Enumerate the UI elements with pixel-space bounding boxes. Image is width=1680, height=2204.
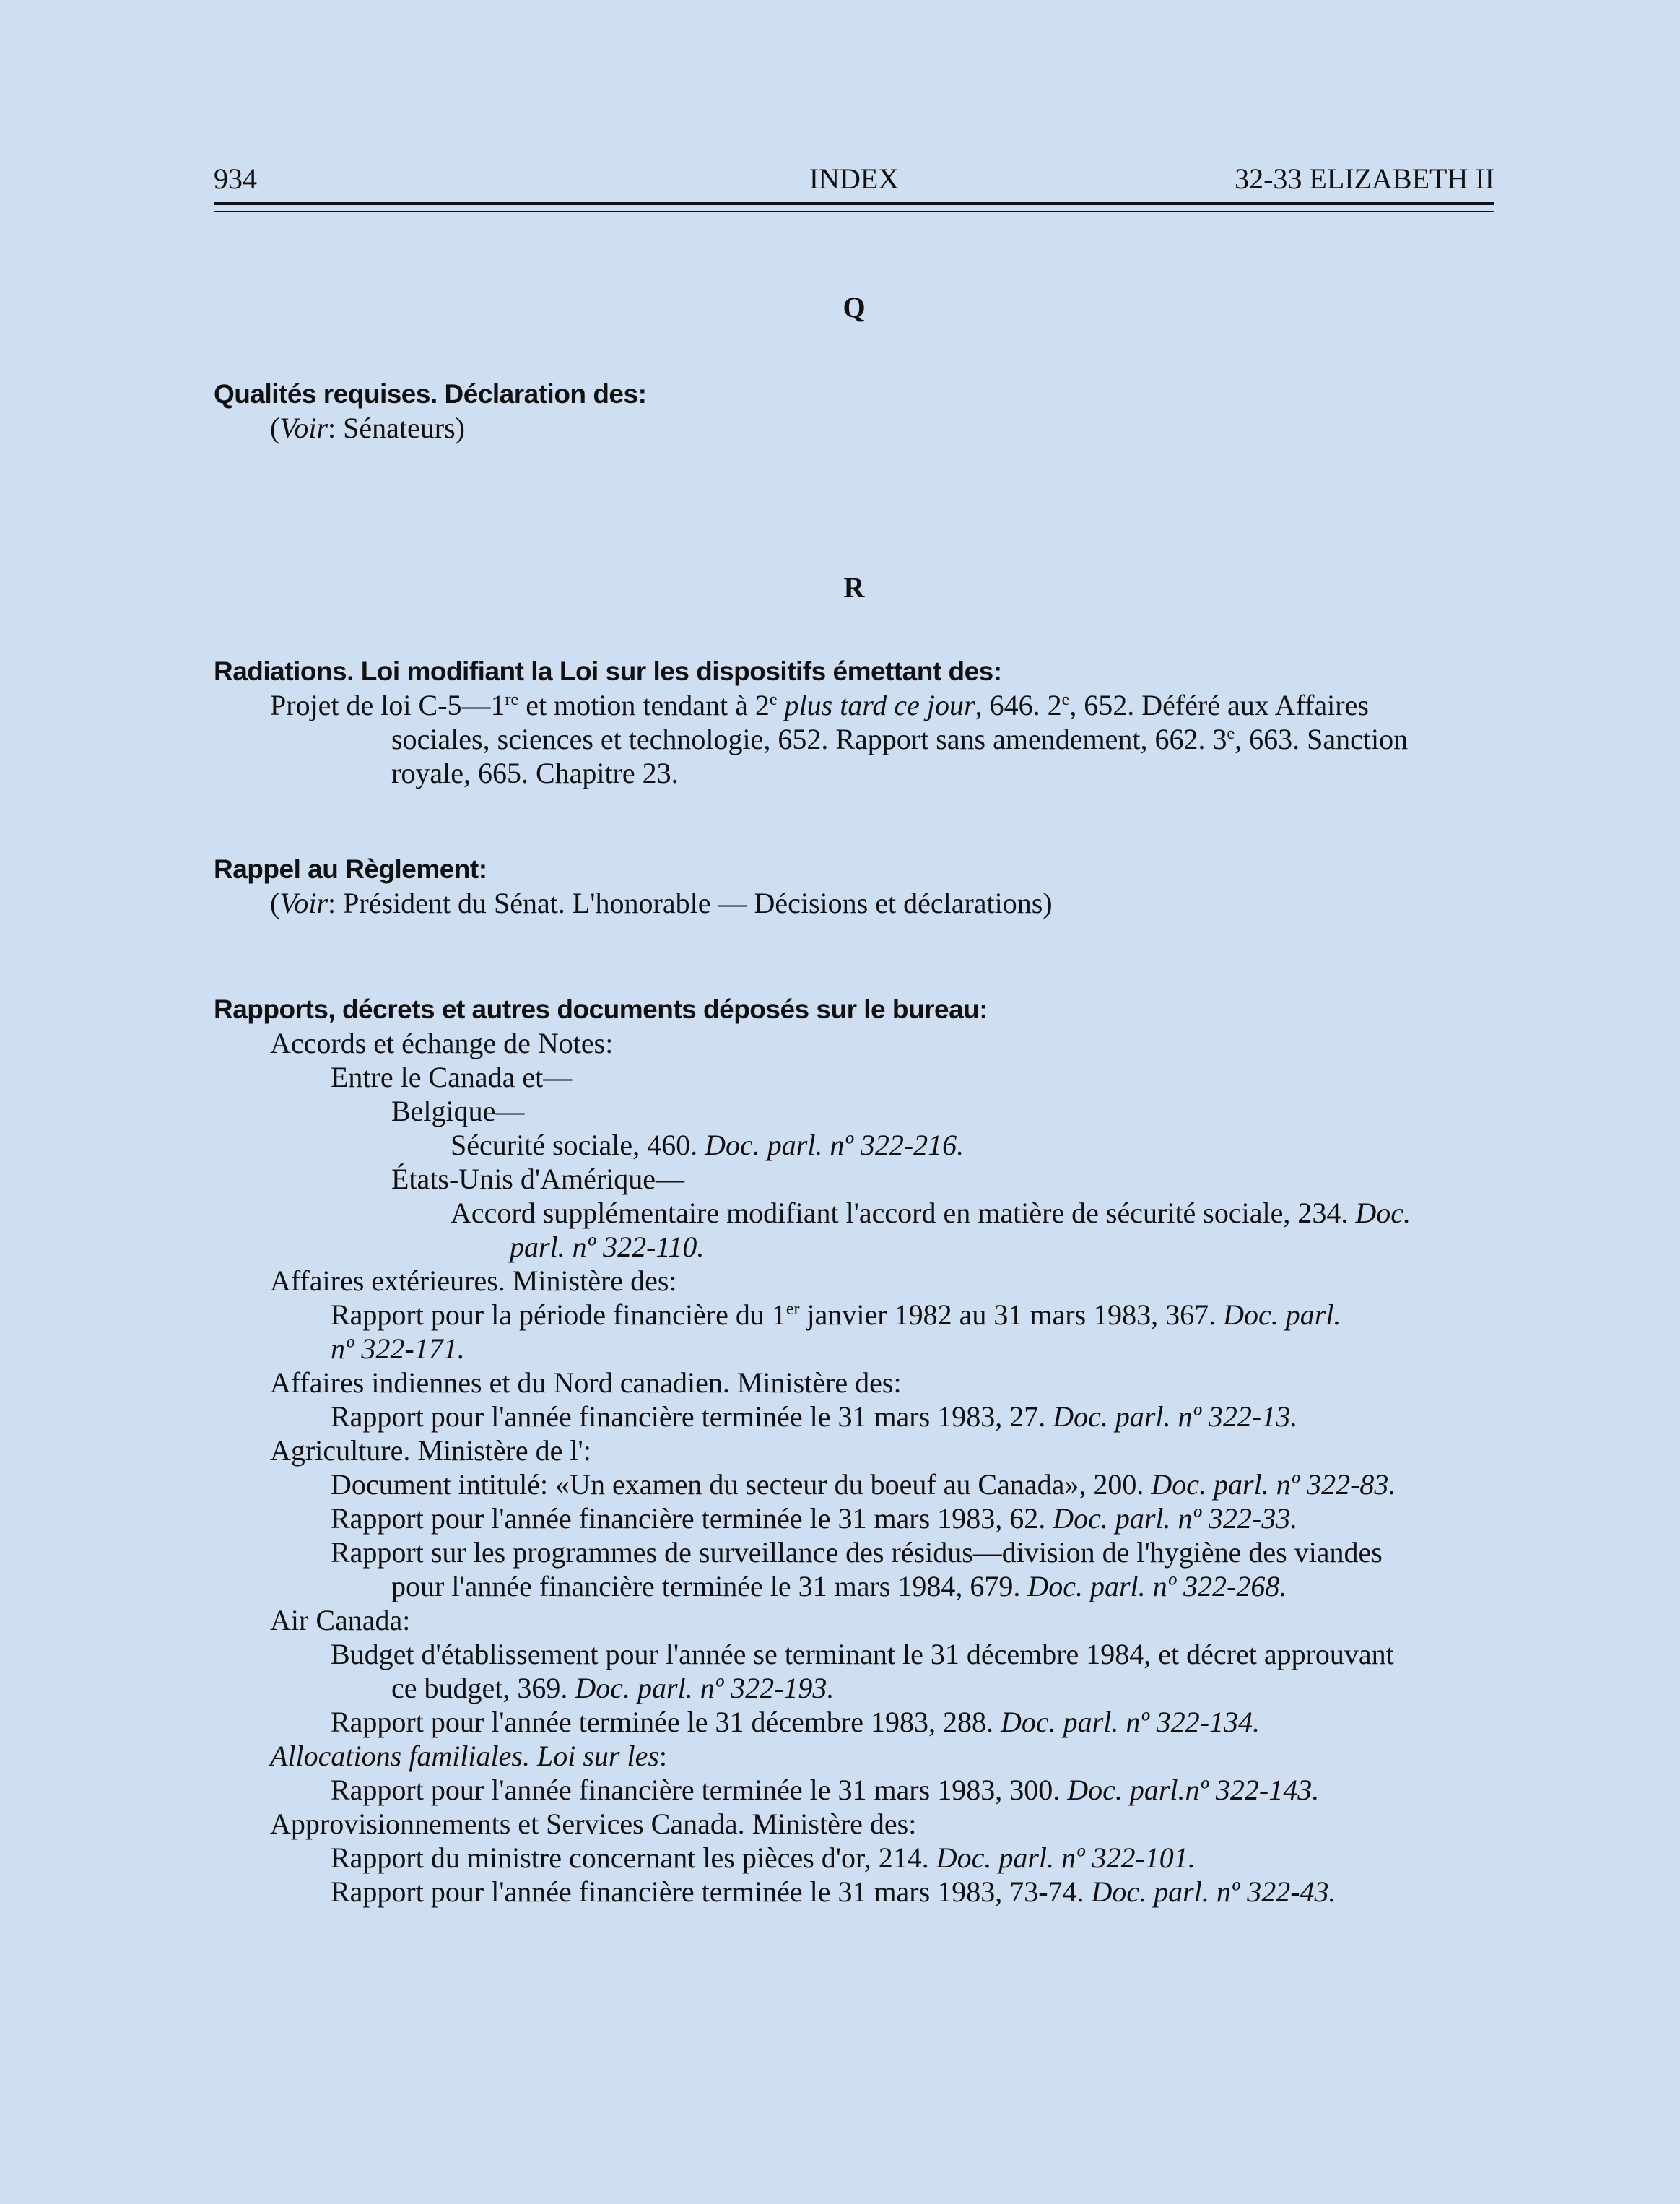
page-header (214, 162, 1494, 198)
text-run: , 652. Déféré aux Affaires (1069, 689, 1369, 721)
entry-line (331, 1773, 1494, 1807)
subentry (270, 1739, 1494, 1773)
entry-radiations (214, 654, 1494, 790)
subentry: Air Canada: (270, 1604, 411, 1636)
entry-line (451, 1128, 1494, 1162)
entry-line (391, 722, 1494, 756)
reign-label: 32-33 ELIZABETH II (1235, 162, 1494, 195)
superscript: e (769, 690, 778, 709)
doc-ref: Doc. parl. (1223, 1298, 1341, 1331)
subentry: Entre le Canada et— (331, 1061, 573, 1093)
text-run: Accord supplémentaire modifiant l'accord en matière de sécurité sociale, 234. (451, 1197, 1356, 1229)
entry-line (331, 1467, 1494, 1501)
subentry: Affaires extérieures. Ministère des: (270, 1264, 677, 1297)
entry-heading: Rappel au Règlement: (214, 854, 487, 884)
entry-line (270, 688, 1494, 722)
entry-line: Rapport sur les programmes de surveillance des résidus—division de l'hygiène des viandes (331, 1536, 1383, 1569)
text-run: Rapport pour l'année financière terminée le 31 mars 1983, 300. (331, 1774, 1068, 1806)
doc-ref: parl. nº 322-110. (510, 1231, 705, 1263)
text-run: Projet de loi C-5—1 (270, 689, 505, 721)
entry-rapports (214, 992, 1494, 1909)
subentry: Affaires indiennes et du Nord canadien. Ministère des: (270, 1366, 902, 1399)
entry-line (331, 1298, 1494, 1332)
text-run: Rapport pour l'année financière terminée le 31 mars 1983, 62. (331, 1502, 1053, 1535)
text-run: et motion tendant à 2 (518, 689, 770, 721)
doc-ref: Doc. parl. nº 322-193. (575, 1672, 835, 1704)
doc-ref: Doc. parl.nº 322-143. (1067, 1774, 1320, 1806)
doc-ref: Doc. (1355, 1197, 1411, 1229)
text-run: Rapport pour l'année financière terminée le 31 mars 1983, 27. (331, 1400, 1053, 1433)
text-run: : (658, 1740, 668, 1772)
section-letter-q: Q (843, 291, 866, 324)
text-run: Document intitulé: «Un examen du secteur du boeuf au Canada», 200. (331, 1468, 1152, 1501)
voir-label: Voir (279, 412, 328, 444)
header-rule-thin (214, 211, 1494, 212)
text-run: ce budget, 369. (391, 1672, 575, 1704)
superscript: e (1061, 690, 1070, 709)
superscript: e (1227, 724, 1235, 743)
doc-ref: Doc. parl. nº 322-216. (705, 1129, 965, 1161)
superscript: er (785, 1300, 800, 1319)
subentry: Approvisionnements et Services Canada. Ministère des: (270, 1808, 917, 1840)
page-title: INDEX (809, 162, 900, 195)
see-also: (Voir: Président du Sénat. L'honorable — Décisions et déclarations) (270, 887, 1053, 919)
text-run: , 646. 2 (975, 689, 1062, 721)
entry-heading: Qualités requises. Déclaration des: (214, 379, 647, 409)
doc-ref: Doc. parl. nº 322-13. (1053, 1400, 1298, 1433)
entry-line: royale, 665. Chapitre 23. (391, 757, 679, 789)
see-also-ref: : Président du Sénat. L'honorable — Décisions et déclarations) (328, 887, 1053, 919)
entry-heading: Radiations. Loi modifiant la Loi sur les dispositifs émettant des: (214, 656, 1002, 686)
see-also: (Voir: Sénateurs) (270, 412, 465, 444)
text-run: pour l'année financière terminée le 31 mars 1984, 679. (391, 1570, 1028, 1602)
header-rule-thick (214, 202, 1494, 205)
see-also-ref: : Sénateurs) (328, 412, 465, 444)
text-run: , 663. Sanction (1235, 723, 1409, 755)
doc-ref: Doc. parl. nº 322-33. (1053, 1502, 1298, 1535)
entry-line (510, 1230, 1494, 1264)
doc-ref: Doc. parl. nº 322-134. (1001, 1706, 1261, 1738)
italic-run: plus tard ce jour (777, 689, 975, 721)
subentry: Agriculture. Ministère de l': (270, 1434, 591, 1467)
text-run: Rapport pour l'année terminée le 31 décembre 1983, 288. (331, 1706, 1001, 1738)
entry-line (391, 1569, 1494, 1603)
entry-line (391, 1671, 1494, 1705)
section-letter-r: R (843, 571, 865, 604)
text-run: Rapport pour la période financière du 1 (331, 1298, 786, 1331)
subentry: Belgique— (391, 1095, 525, 1127)
entry-line (331, 1332, 1494, 1366)
italic-run: Allocations familiales. Loi sur les (270, 1740, 659, 1772)
entry-line (331, 1841, 1494, 1875)
doc-ref: nº 322-171. (331, 1332, 465, 1365)
subentry: Accords et échange de Notes: (270, 1027, 614, 1059)
text-run: Rapport du ministre concernant les pièces d'or, 214. (331, 1841, 936, 1874)
entry-line (331, 1501, 1494, 1535)
entry-line: Budget d'établissement pour l'année se terminant le 31 décembre 1984, et décret approuvant (331, 1638, 1394, 1670)
doc-ref: Doc. parl. nº 322-268. (1027, 1570, 1287, 1602)
text-run: janvier 1982 au 31 mars 1983, 367. (799, 1298, 1224, 1331)
entry-line (451, 1196, 1494, 1230)
subentry: États-Unis d'Amérique— (391, 1163, 685, 1195)
entry-line (331, 1705, 1494, 1739)
doc-ref: Doc. parl. nº 322-101. (936, 1841, 1196, 1874)
page-number: 934 (214, 162, 257, 195)
entry-line (331, 1875, 1494, 1909)
entry-rappel (214, 852, 1494, 920)
voir-label: Voir (279, 887, 328, 919)
entry-heading: Rapports, décrets et autres documents déposés sur le bureau: (214, 994, 988, 1024)
superscript: re (505, 690, 519, 709)
entry-qualites (214, 377, 1494, 445)
entry-line (331, 1400, 1494, 1433)
text-run: Sécurité sociale, 460. (451, 1129, 705, 1161)
doc-ref: Doc. parl. nº 322-43. (1091, 1875, 1336, 1908)
doc-ref: Doc. parl. nº 322-83. (1151, 1468, 1396, 1501)
text-run: sociales, sciences et technologie, 652. Rapport sans amendement, 662. 3 (391, 723, 1227, 755)
text-run: Rapport pour l'année financière terminée le 31 mars 1983, 73-74. (331, 1875, 1092, 1908)
